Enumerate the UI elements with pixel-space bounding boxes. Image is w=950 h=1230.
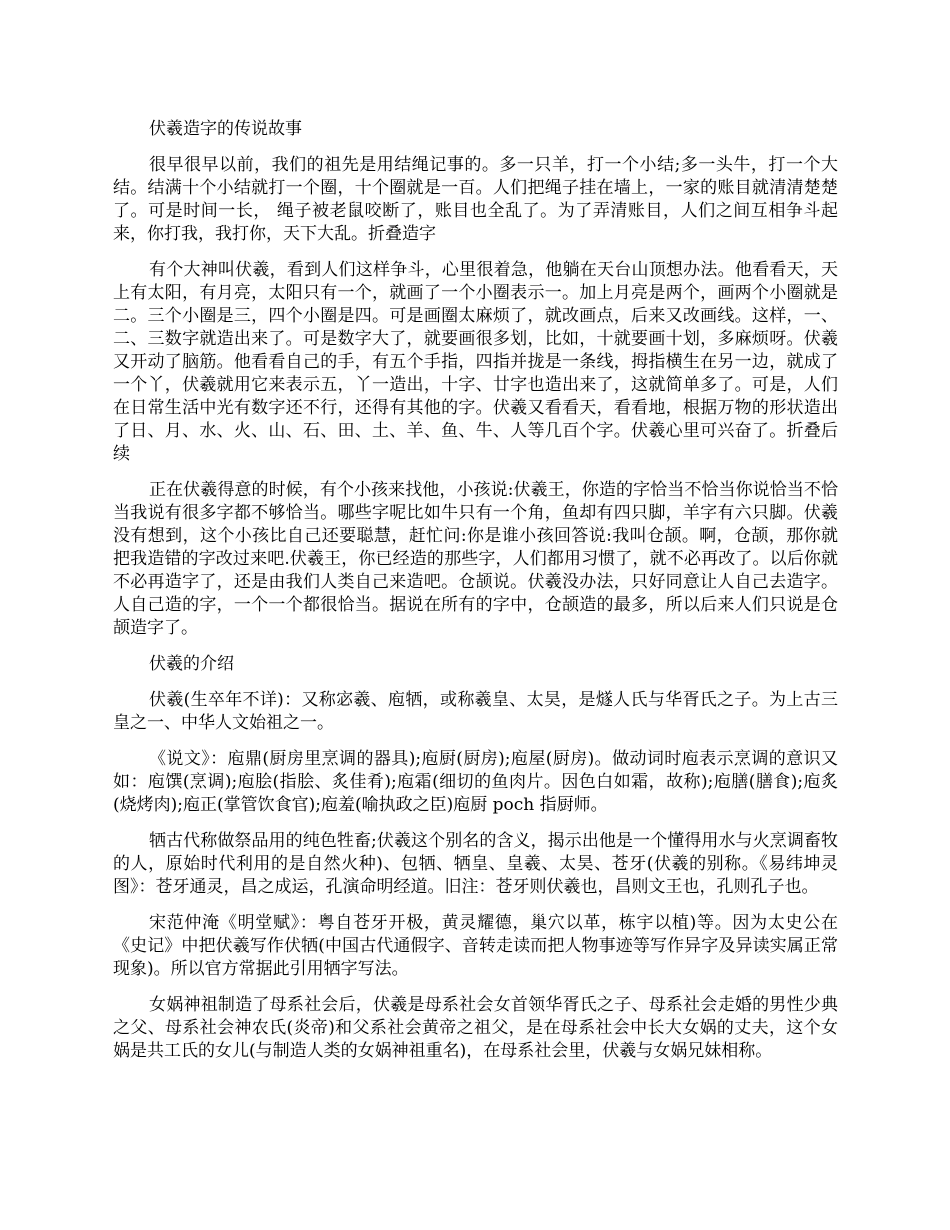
- paragraph: 很早很早以前，我们的祖先是用结绳记事的。多一只羊，打一个小结;多一头牛，打一个大结。结满十个小结就打一个圈，十个圈就是一百。人们把绳子挂在墙上，一家的账目就清清楚楚了。可是时间一长， 绳子被老鼠咬断了，账目也全乱了。为了弄清账目，人们之间互相争斗起来，你打我，我打你，天下大乱。折叠造字: [113, 155, 838, 244]
- paragraph: 正在伏羲得意的时候，有个小孩来找他，小孩说:伏羲王，你造的字恰当不恰当你说恰当不恰当我说有很多字都不够恰当。哪些字呢比如牛只有一个角，鱼却有四只脚，羊字有六只脚。伏羲没有想到，这个小孩比自己还要聪慧，赶忙问:你是谁小孩回答说:我叫仓颉。啊，仓颉，那你就把我造错的字改过来吧.伏羲王，你已经造的那些字，人们都用习惯了，就不必再改了。以后你就不必再造字了，还是由我们人类自己来造吧。仓颉说。伏羲没办法，只好同意让人自己去造字。人自己造的字，一个一个都很恰当。据说在所有的字中，仓颉造的最多，所以后来人们只说是仓颉造字了。: [113, 480, 838, 638]
- document-page: [113, 118, 838, 1076]
- paragraph: 宋范仲淹《明堂赋》：粤自苍牙开极，黄灵耀德，巢穴以革，栋宇以植)等。因为太史公在《史记》中把伏羲写作伏牺(中国古代通假字、音转走读而把人物事迹等写作异字及异读实属正常现象)。所以官方常据此引用牺字写法。: [113, 913, 838, 979]
- paragraph: 伏羲(生卒年不详)：又称宓羲、庖牺，或称羲皇、太昊，是燧人氏与华胥氏之子。为上古三皇之一、中华人文始祖之一。: [113, 690, 838, 733]
- paragraph: 牺古代称做祭品用的纯色牲畜;伏羲这个别名的含义，揭示出他是一个懂得用水与火烹调畜牧的人，原始时代利用的是自然火种)、包牺、牺皇、皇羲、太昊、苍牙(伏羲的别称。《易纬坤灵图》：苍牙通灵，昌之成运，孔演命明经道。旧注：苍牙则伏羲也，昌则文王也，孔则孔子也。: [113, 831, 838, 897]
- document-title: 伏羲造字的传说故事: [149, 119, 302, 139]
- paragraph: 女娲神祖制造了母系社会后，伏羲是母系社会女首领华胥氏之子、母系社会走婚的男性少典之父、母系社会神农氏(炎帝)和父系社会黄帝之祖父，是在母系社会中长大女娲的丈夫，这个女娲是共工氏的女儿(与制造人类的女娲神祖重名)，在母系社会里，伏羲与女娲兄妹相称。: [113, 995, 838, 1061]
- paragraph: 《说文》：庖鼎(厨房里烹调的器具);庖厨(厨房);庖屋(厨房)。做动词时庖表示烹调的意识又如：庖馔(烹调);庖脍(指脍、炙佳肴);庖霜(细切的鱼肉片。因色白如霜，故称);庖膳(膳食);庖炙(烧烤肉);庖正(掌管饮食官);庖羞(喻执政之臣)庖厨 poch 指厨师。: [113, 749, 838, 815]
- paragraph: 有个大神叫伏羲，看到人们这样争斗，心里很着急，他躺在天台山顶想办法。他看看天，天上有太阳，有月亮，太阳只有一个，就画了一个小圈表示一。加上月亮是两个，画两个小圈就是二。三个小圈是三，四个小圈是四。可是画圈太麻烦了，就改画点，后来又改画线。这样，一、二、三数字就造出来了。可是数字大了，就要画很多划，比如，十就要画十划，多麻烦呀。伏羲又开动了脑筋。他看看自己的手，有五个手指，四指并拢是一条线，拇指横生在另一边，就成了一个丫，伏羲就用它来表示五，丫一造出，十字、廿字也造出来了，这就简单多了。可是，人们在日常生活中光有数字还不行，还得有其他的字。伏羲又看看天，看看地，根据万物的形状造出了日、月、水、火、山、石、田、土、羊、鱼、牛、人等几百个字。伏羲心里可兴奋了。折叠后续: [113, 260, 838, 464]
- section-subtitle: 伏羲的介绍: [149, 654, 234, 674]
